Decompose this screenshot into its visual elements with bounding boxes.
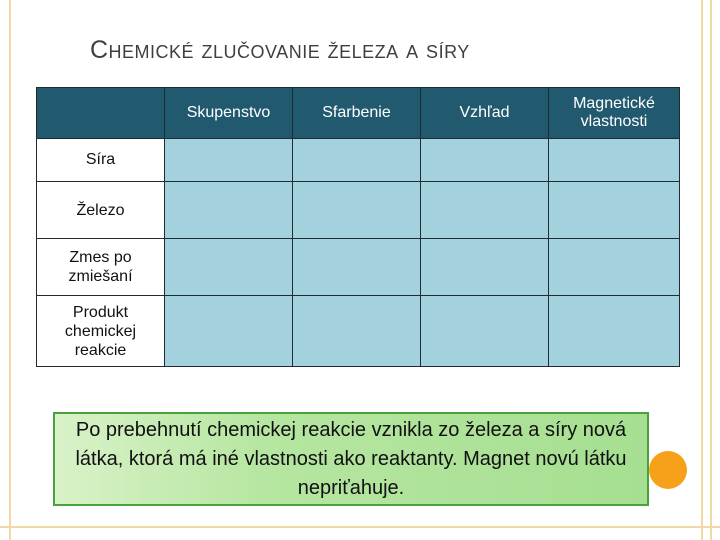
header-cell-sfarbenie: Sfarbenie — [293, 88, 421, 139]
table-cell[interactable] — [549, 239, 680, 296]
orange-circle-decoration — [649, 451, 687, 489]
frame-line-bottom — [0, 526, 720, 528]
table-cell[interactable] — [165, 182, 293, 239]
header-cell-magneticke: Magnetické vlastnosti — [549, 88, 680, 139]
table-cell[interactable] — [421, 182, 549, 239]
table-cell[interactable] — [421, 296, 549, 367]
table-header-row — [37, 88, 680, 139]
table-cell[interactable] — [165, 296, 293, 367]
table-cell[interactable] — [293, 296, 421, 367]
table-cell[interactable] — [293, 182, 421, 239]
conclusion-note — [53, 412, 649, 506]
table-row — [37, 182, 680, 239]
table-cell[interactable] — [549, 182, 680, 239]
row-label-sira: Síra — [37, 139, 165, 182]
frame-line-right-inner — [701, 0, 703, 540]
table-cell[interactable] — [165, 239, 293, 296]
table-row — [37, 296, 680, 367]
table-cell[interactable] — [549, 296, 680, 367]
row-label-zelezo: Železo — [37, 182, 165, 239]
table-cell[interactable] — [421, 239, 549, 296]
row-label-produkt: Produkt chemickej reakcie — [37, 296, 165, 367]
header-cell-skupenstvo: Skupenstvo — [165, 88, 293, 139]
table-row — [37, 239, 680, 296]
table-cell[interactable] — [165, 139, 293, 182]
frame-line-left — [9, 0, 11, 540]
slide-title: Chemické zlučovanie železa a síry — [90, 36, 470, 64]
header-cell-vzhlad: Vzhľad — [421, 88, 549, 139]
table-cell[interactable] — [293, 139, 421, 182]
table-cell[interactable] — [549, 139, 680, 182]
table-cell[interactable] — [421, 139, 549, 182]
frame-line-right-outer — [710, 0, 712, 540]
header-cell-empty — [37, 88, 165, 139]
table-row — [37, 139, 680, 182]
table-cell[interactable] — [293, 239, 421, 296]
properties-table — [36, 87, 680, 367]
conclusion-text: Po prebehnutí chemickej reakcie vznikla zo železa a síry nová látka, ktorá má iné vlastnosti ako reaktanty. Magnet novú látku nepriťahuje. — [75, 418, 627, 499]
row-label-zmes: Zmes po zmiešaní — [37, 239, 165, 296]
